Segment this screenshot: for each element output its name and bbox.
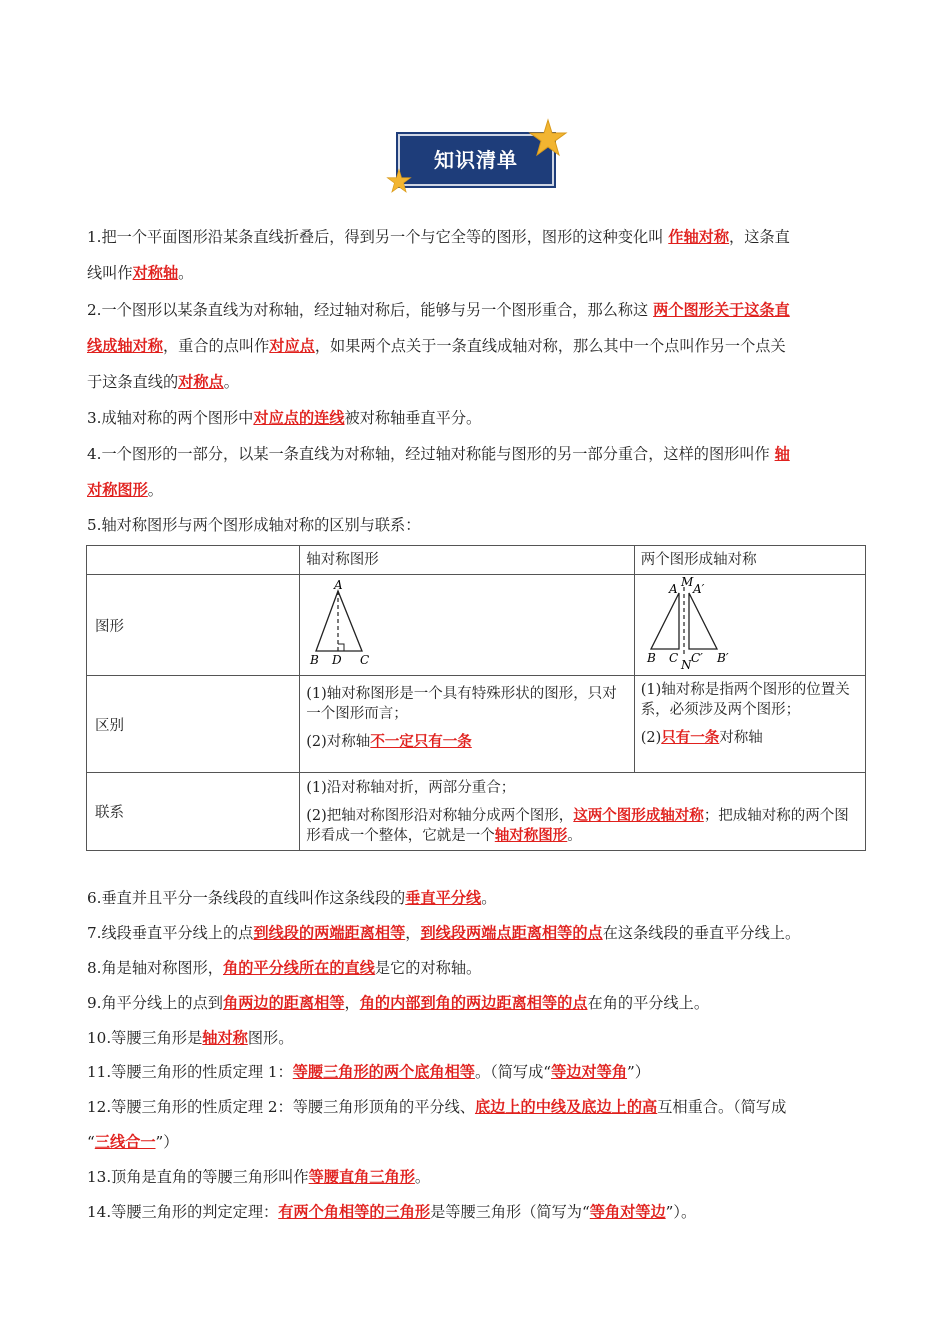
answer-blank: 对称图形: [87, 481, 148, 499]
star-icon: [528, 118, 568, 158]
difference-right: (1)轴对称是指两个图形的位置关系，必须涉及两个图形； (2)只有一条对称轴: [634, 676, 865, 773]
item-1-line-2: 线叫作对称轴。: [87, 264, 194, 282]
answer-blank: 作轴对称: [668, 228, 730, 246]
answer-blank: 等腰直角三角形: [308, 1168, 415, 1186]
answer-blank: 轴: [774, 445, 790, 463]
answer-blank: 只有一条: [661, 729, 720, 746]
answer-blank: 轴对称: [202, 1029, 248, 1047]
answer-blank: 两个图形关于这条直: [653, 301, 790, 319]
vertex-label: B′: [716, 651, 729, 665]
row-label: 图形: [87, 575, 300, 676]
answer-blank: 等边对等角: [551, 1063, 628, 1081]
table-header-row: [87, 546, 866, 575]
answer-blank: 角的平分线所在的直线: [223, 959, 375, 977]
item-14: 14.等腰三角形的判定定理：有两个角相等的三角形是等腰三角形（简写为“等角对等边”）。: [87, 1203, 697, 1221]
item-2-line-1: 2.一个图形以某条直线为对称轴，经过轴对称后，能够与另一个图形重合，那么称这 两个图形关于这条直: [87, 301, 790, 319]
table-header-cell: 轴对称图形: [300, 546, 634, 575]
answer-blank: 不一定只有一条: [370, 733, 472, 750]
table-header-cell: 两个图形成轴对称: [634, 546, 865, 575]
answer-blank: 对应点: [269, 337, 315, 355]
item-4-line-2: 对称图形。: [87, 481, 163, 499]
vertex-label: B: [310, 653, 320, 667]
item-9: 9.角平分线上的点到角两边的距离相等，角的内部到角的两边距离相等的点在角的平分线上。: [87, 994, 709, 1012]
answer-blank: 等腰三角形的两个底角相等: [292, 1063, 475, 1081]
vertex-label: B: [646, 651, 656, 665]
item-3: 3.成轴对称的两个图形中对应点的连线被对称轴垂直平分。: [87, 409, 482, 427]
table-row: [87, 676, 866, 773]
answer-blank: 对称点: [178, 373, 224, 391]
answer-blank: 垂直平分线: [405, 889, 482, 907]
item-5: 5.轴对称图形与两个图形成轴对称的区别与联系：: [87, 516, 421, 534]
vertex-label: A: [668, 582, 678, 596]
isosceles-triangle-figure: [306, 579, 386, 671]
relation-cell: (1)沿对称轴对折，两部分重合； (2)把轴对称图形沿对称轴分成两个图形，这两个图形成轴对称；把成轴对称的两个图形看成一个整体，它就是一个轴对称图形。: [300, 773, 866, 851]
table-row: [87, 575, 866, 676]
item-13: 13.顶角是直角的等腰三角形叫作等腰直角三角形。: [87, 1168, 431, 1186]
item-2-line-3: 于这条直线的对称点。: [87, 373, 239, 391]
answer-blank: 角两边的距离相等: [223, 994, 345, 1012]
figure-cell-symmetric: [300, 575, 634, 676]
answer-blank: 到线段两端点距离相等的点: [420, 924, 603, 942]
item-12-line-2: “三线合一”）: [87, 1133, 179, 1151]
item-1-line-1: 1.把一个平面图形沿某条直线折叠后，得到另一个与它全等的图形，图形的这种变化叫 作轴对称，这条直: [87, 228, 790, 246]
item-11: 11.等腰三角形的性质定理 1：等腰三角形的两个底角相等。（简写成“等边对等角”）: [87, 1063, 650, 1081]
vertex-label: A′: [692, 582, 705, 596]
item-12-line-1: 12.等腰三角形的性质定理 2：等腰三角形顶角的平分线、底边上的中线及底边上的高互相重合。（简写成: [87, 1098, 787, 1116]
answer-blank: 线成轴对称: [87, 337, 163, 355]
answer-blank: 对应点的连线: [253, 409, 345, 427]
answer-blank: 底边上的中线及底边上的高: [474, 1098, 658, 1116]
answer-blank: 三线合一: [94, 1133, 156, 1151]
vertex-label: A: [334, 579, 343, 592]
item-2-line-2: 线成轴对称，重合的点叫作对应点，如果两个点关于一条直线成轴对称，那么其中一个点叫作另一个点关: [87, 337, 786, 355]
answer-blank: 到线段的两端距离相等: [253, 924, 406, 942]
vertex-label: C′: [690, 651, 703, 665]
vertex-label: M: [680, 577, 693, 589]
answer-blank: 这两个图形成轴对称: [573, 807, 704, 824]
two-triangles-figure: [639, 577, 759, 671]
table-row: [87, 773, 866, 851]
vertex-label: C: [360, 653, 370, 667]
difference-left: (1)轴对称图形是一个具有特殊形状的图形，只对一个图形而言； (2)对称轴不一定只有一条: [300, 676, 634, 773]
figure-cell-two-figures: [634, 575, 865, 676]
row-label: 联系: [87, 773, 300, 851]
item-4-line-1: 4.一个图形的一部分，以某一条直线为对称轴，经过轴对称能与图形的另一部分重合，这样的图形叫作 轴: [87, 445, 790, 463]
vertex-label: N: [680, 658, 692, 671]
banner-title: 知识清单: [434, 148, 518, 172]
item-6: 6.垂直并且平分一条线段的直线叫作这条线段的垂直平分线。: [87, 889, 497, 907]
answer-blank: 等角对等边: [589, 1203, 666, 1221]
table-header-cell: [87, 546, 300, 575]
item-8: 8.角是轴对称图形，角的平分线所在的直线是它的对称轴。: [87, 959, 482, 977]
item-10: 10.等腰三角形是轴对称图形。: [87, 1029, 294, 1047]
answer-blank: 角的内部到角的两边距离相等的点: [359, 994, 588, 1012]
row-label: 区别: [87, 676, 300, 773]
vertex-label: D: [332, 653, 342, 667]
comparison-table: [86, 545, 866, 851]
item-7: 7.线段垂直平分线上的点到线段的两端距离相等，到线段两端点距离相等的点在这条线段的垂直平分线上。: [87, 924, 801, 942]
answer-blank: 轴对称图形: [494, 827, 568, 844]
vertex-label: C: [668, 651, 678, 665]
answer-blank: 有两个角相等的三角形: [278, 1203, 431, 1221]
star-icon: [386, 168, 412, 194]
answer-blank: 对称轴: [132, 264, 179, 282]
